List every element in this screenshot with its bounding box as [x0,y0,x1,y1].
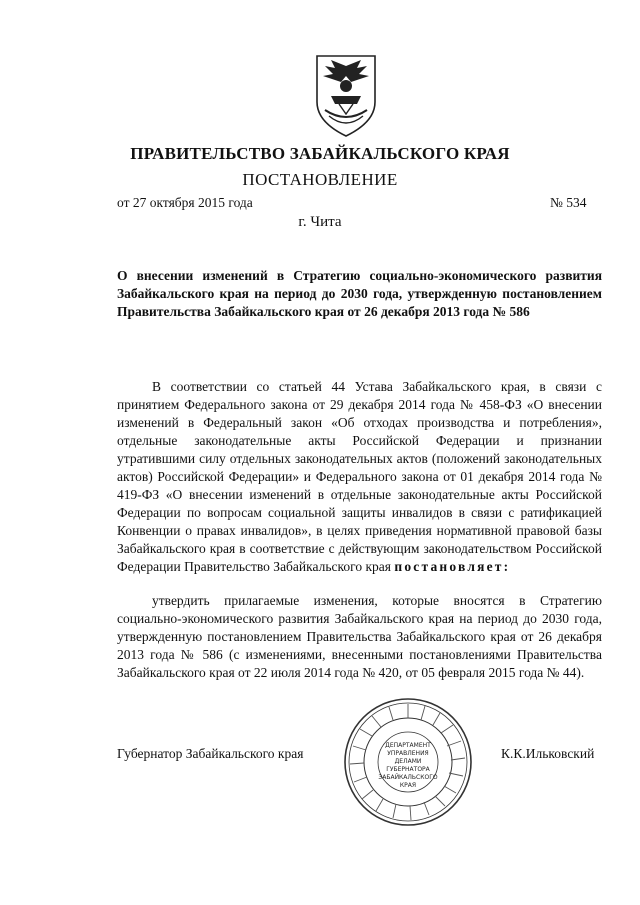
signatory-title: Губернатор Забайкальского края [117,746,304,761]
document-date: от 27 октября 2015 года [117,195,253,210]
stamp-line-2: УПРАВЛЕНИЯ [387,750,429,757]
official-stamp-icon [341,695,475,829]
document-subject: О внесении изменений в Стратегию социально-экономического развития Забайкальского края на период до 2030 года, утвержденную постановлением Правительства Забайкальского края от 26 декабря 2013 года № 586 [117,268,602,319]
document-type: ПОСТАНОВЛЕНИЕ [242,170,398,189]
stamp-line-6: КРАЯ [399,782,417,789]
stamp-line-5: ЗАБАЙКАЛЬСКОГО [378,774,438,781]
preamble-text: В соответствии со статьей 44 Устава Забайкальского края, в связи с принятием Федерального закона от 29 декабря 2014 года № 458-ФЗ «О внесении изменений в Федеральный закон «Об отходах производства и потребления», отдельные законодательные акты Российской Федерации и признании утратившими силу отдельных законодательных актов (положений законодательных актов) Российской Федерации» и Федерального закона от 01 декабря 2014 года № 419-ФЗ «О внесении изменений в отдельные законодательные акты Российской Федерации по вопросам социальной защиты инвалидов в связи с ратификацией Конвенции о правах инвалидов», в целях приведения нормативной правовой базы Забайкальского края в соответствие с действующим законодательством Российской Федерации Правительство Забайкальского края [117,379,602,574]
stamp-line-3: ДЕЛАМИ [394,758,422,765]
stamp-line-1: ДЕПАРТАМЕНТ [385,742,431,749]
paragraph-preamble [117,378,602,576]
stamp-line-4: ГУБЕРНАТОРА [386,766,430,773]
document-number: № 534 [550,195,587,210]
government-title: ПРАВИТЕЛЬСТВО ЗАБАЙКАЛЬСКОГО КРАЯ [130,144,510,163]
coat-of-arms-icon [311,52,381,138]
decree-action: постановляет: [394,559,511,574]
paragraph-resolution: утвердить прилагаемые изменения, которые вносятся в Стратегию социально-экономического развития Забайкальского края на период до 2030 года, утвержденную постановлением Правительства Забайкальского края от 26 декабря 2013 года № 586 (с изменениями, внесенными постановлениями Правительства Забайкальского края от 22 июля 2014 года № 420, от 05 февраля 2015 года № 44). [117,593,602,680]
signatory-name: К.К.Ильковский [501,746,595,761]
document-city: г. Чита [298,214,342,230]
